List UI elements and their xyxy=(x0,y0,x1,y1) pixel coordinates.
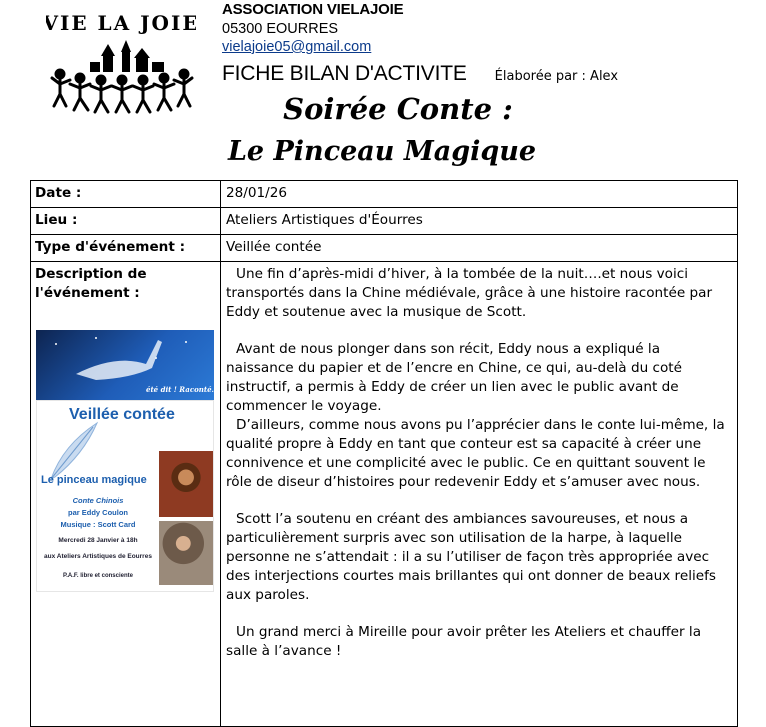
storyteller-photo xyxy=(159,451,213,517)
poster-line-4: Mercredi 28 Janvier à 18h xyxy=(58,537,138,544)
type-value: Veillée contée xyxy=(221,235,738,262)
lieu-value: Ateliers Artistiques d'Éourres xyxy=(221,208,738,235)
table-row xyxy=(31,208,738,235)
description-paragraph-1: Une fin d’après-midi d’hiver, à la tombée de la nuit….et nous voici transportés dans la Chine médiévale, grâce à une histoire racontée par Eddy et soutenue avec la musique de Scott. xyxy=(226,266,713,320)
document-type: FICHE BILAN D'ACTIVITE xyxy=(222,62,467,85)
description-cell xyxy=(31,262,221,727)
date-value: 28/01/26 xyxy=(221,181,738,208)
table-row xyxy=(31,181,738,208)
association-address: 05300 EOURRES xyxy=(222,21,339,37)
description-paragraph-3: D’ailleurs, comme nous avons pu l’apprécier dans le conte lui-même, la qualité propre à Eddy en tant que conteur est sa capacité à créer une connivence et une complicité avec le public. Ce en quittant souvent le rôle de diseur d’histoires pour redevenir Eddy et s’amuser avec nous. xyxy=(226,417,725,490)
poster-body xyxy=(36,400,214,592)
poster-heading: Veillée contée xyxy=(69,406,175,423)
description-text-cell xyxy=(221,262,738,727)
table-row xyxy=(31,235,738,262)
type-label: Type d'événement : xyxy=(31,235,221,262)
activity-table xyxy=(30,180,738,727)
date-label: Date : xyxy=(31,181,221,208)
poster-line-2: par Eddy Coulon xyxy=(68,508,128,517)
description-paragraph-5: Un grand merci à Mireille pour avoir prêter les Ateliers et chauffer la salle à l’avance ! xyxy=(226,624,702,659)
poster-top-caption: été dit ! Raconté... xyxy=(146,385,214,394)
poster-line-1: Conte Chinois xyxy=(72,496,124,505)
musician-photo xyxy=(159,521,213,585)
description-paragraph-4: Scott l’a soutenu en créant des ambiances savoureuses, et nous a particulièrement surpris avec son utilisation de la harpe, à laquelle personne ne s’attendait : il a su l’utiliser de façon très appropriée avec des interjections courtes mais brillantes qui ont donner de beaux reliefs aux paroles. xyxy=(226,511,716,603)
description-text xyxy=(226,265,732,661)
table-row xyxy=(31,262,738,727)
association-header xyxy=(222,0,403,56)
document-type-line xyxy=(222,62,618,86)
lieu-label: Lieu : xyxy=(31,208,221,235)
email-link[interactable]: vielajoie05@gmail.com xyxy=(222,39,372,55)
poster-title: Le pinceau magique xyxy=(41,474,147,486)
event-title-line1: Soirée Conte : xyxy=(283,92,513,126)
svg-text:VIE LA JOIE: VIE LA JOIE xyxy=(46,11,196,35)
description-paragraph-2: Avant de nous plonger dans son récit, Eddy nous a expliqué la naissance du papier et de l’encre en Chine, ce qui, au-delà du coté instructif, a permis à Eddy de créer un lien avec le public avant de commencer le voyage. xyxy=(226,341,682,414)
description-label: Description de l'événement : xyxy=(35,266,147,301)
association-name: ASSOCIATION VIELAJOIE xyxy=(222,1,404,18)
event-title-line2: Le Pinceau Magique xyxy=(227,136,537,167)
prepared-by: Élaborée par : Alex xyxy=(494,69,619,84)
poster-banner xyxy=(36,330,214,400)
poster-line-5: aux Ateliers Artistiques de Eourres xyxy=(44,553,152,560)
poster-line-6: P.A.F. libre et consciente xyxy=(63,573,133,579)
poster-brush-icon xyxy=(36,330,214,400)
event-poster xyxy=(36,330,214,592)
poster-line-3: Musique : Scott Card xyxy=(60,520,136,529)
